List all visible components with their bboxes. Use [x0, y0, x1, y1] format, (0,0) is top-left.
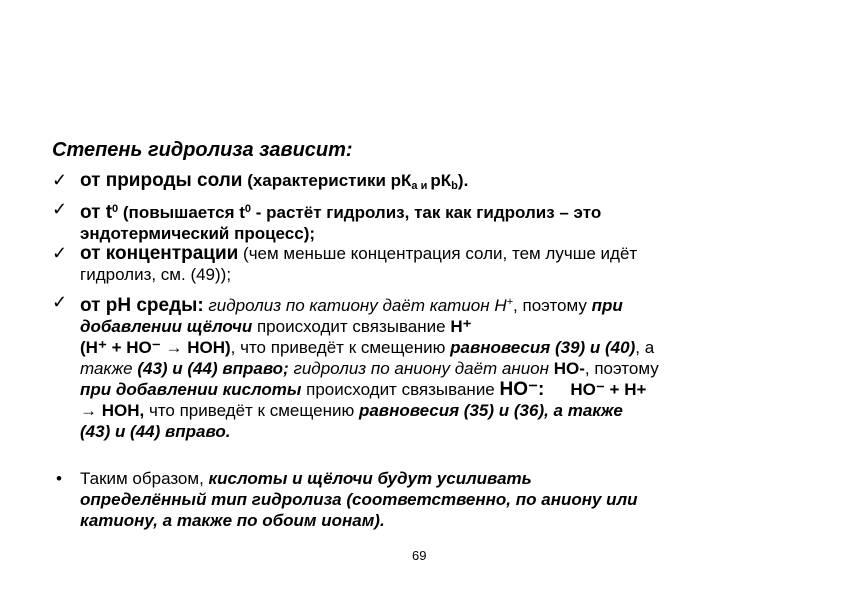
- checkmark-icon: ✓: [52, 243, 68, 263]
- item-text: происходит связывание: [252, 317, 451, 336]
- item-text: равновесия (39) и (40): [450, 338, 636, 357]
- item-text: что приведёт к смещению: [144, 401, 359, 420]
- item-text: добавлении щёлочи: [80, 317, 253, 336]
- item-text: , поэтому: [584, 359, 659, 378]
- item-text: гидролиз, см. (49));: [80, 265, 232, 284]
- item-text: HO⁻ + H+: [570, 380, 647, 399]
- item-text: (чем меньше концентрация соли, тем лучше идёт: [238, 244, 638, 263]
- item-text: при: [591, 296, 623, 315]
- page-number: 69: [412, 548, 427, 563]
- item-text: гидролиз по катиону даёт катион Н: [203, 296, 507, 315]
- item-title: от рН среды:: [80, 295, 204, 316]
- item-text: происходит связывание: [301, 380, 500, 399]
- item-text: Н⁺: [450, 317, 472, 336]
- item-text: (43) и (44) вправо.: [80, 422, 231, 441]
- item-text: , а: [635, 338, 655, 357]
- item-text: эндотермический процесс);: [80, 224, 316, 243]
- item-text: Таким образом,: [80, 469, 209, 488]
- subscript: а: [411, 180, 418, 192]
- item-text: (Н⁺ + НО⁻ → НОН): [80, 338, 231, 357]
- item-text: определённый тип гидролиза (соответственно, по аниону или: [80, 490, 638, 509]
- checkmark-icon: ✓: [52, 292, 68, 312]
- checkmark-icon: ✓: [52, 199, 68, 219]
- checkmark-icon: ✓: [52, 170, 68, 190]
- item-text: ).: [457, 171, 469, 190]
- item-title: от природы соли: [80, 170, 243, 191]
- item-text: равновесия (35) и (36), а также: [358, 401, 623, 420]
- item-text: кислоты и щёлочи будут усиливать: [208, 469, 532, 488]
- bullet-icon: •: [56, 469, 62, 488]
- item-text: - растёт гидролиз, так как гидролиз – это: [251, 203, 602, 222]
- item-text: катиону, а также по обоим ионам).: [80, 511, 385, 530]
- item-title: от концентрации: [80, 243, 239, 264]
- item-text: , что приведёт к смещению: [230, 338, 451, 357]
- item-title: от t: [80, 202, 113, 223]
- superscript: 0: [112, 203, 119, 215]
- item-text: → НОН,: [80, 401, 145, 420]
- item-text: (характеристики рК: [242, 171, 412, 190]
- superscript: +: [506, 296, 514, 308]
- item-text: и: [417, 180, 431, 192]
- item-text: гидролиз по аниону даёт анион: [288, 359, 554, 378]
- item-text: также: [80, 359, 138, 378]
- item-text: (повышается t: [118, 203, 245, 222]
- slide-heading: Степень гидролиза зависит:: [52, 139, 353, 161]
- item-text: при добавлении кислоты: [80, 380, 302, 399]
- item-text: рК: [430, 171, 452, 190]
- superscript: 0: [244, 203, 252, 215]
- item-text: (43) и (44) вправо;: [137, 359, 289, 378]
- item-text: , поэтому: [513, 296, 592, 315]
- item-text: НО⁻:: [499, 379, 545, 400]
- item-text: НО-: [553, 359, 585, 378]
- subscript: b: [451, 180, 458, 192]
